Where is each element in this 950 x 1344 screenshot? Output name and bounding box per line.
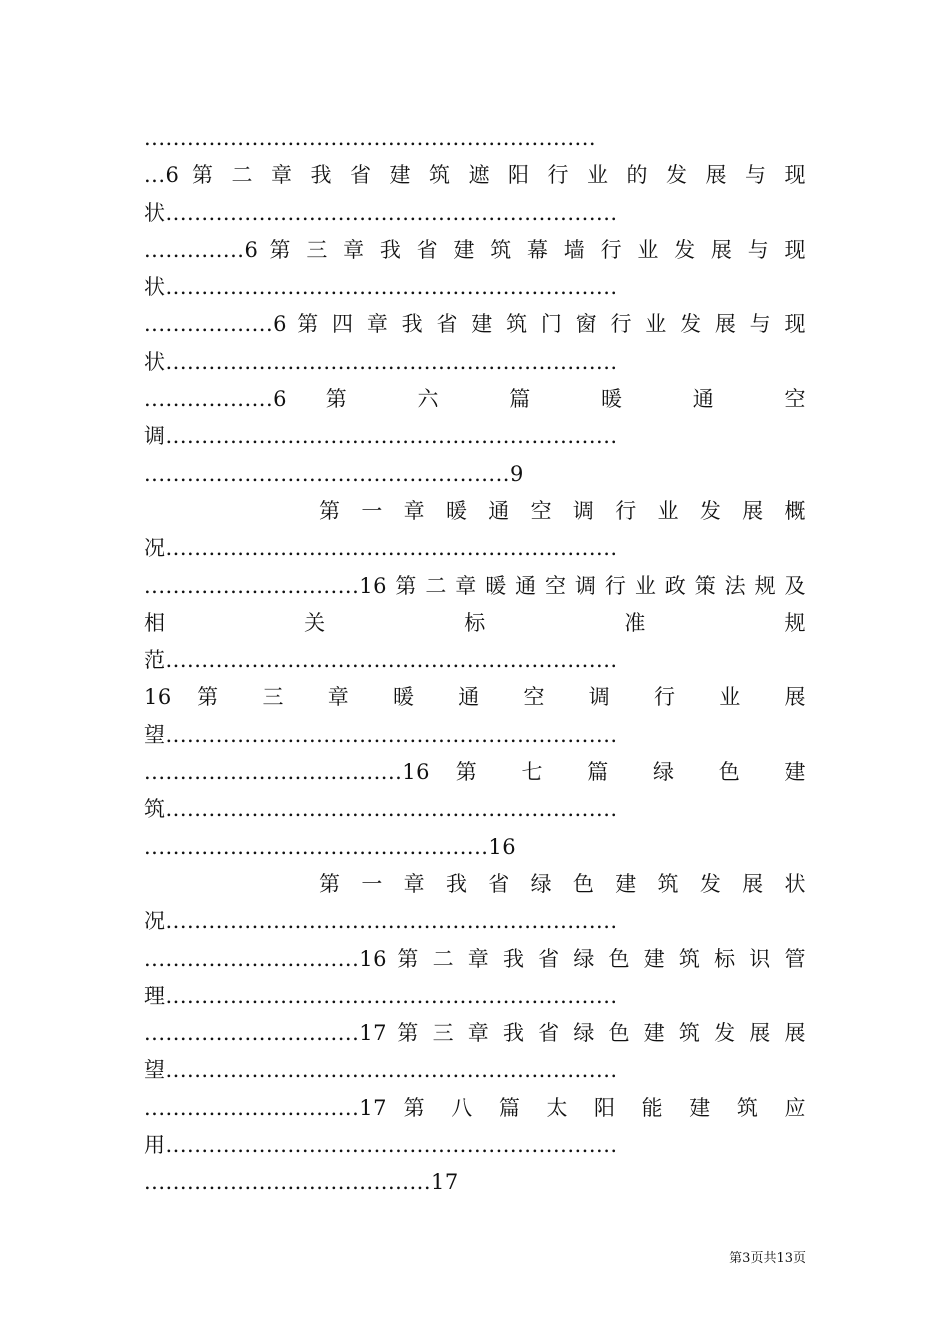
toc-line: ........................................17 (144, 1170, 459, 1195)
toc-line: 相 关 标 准 规 (144, 610, 806, 635)
toc-line: 理............................................................... (144, 983, 618, 1008)
toc-line: ...................................................9 (144, 461, 524, 486)
toc-line: 况............................................................... (144, 536, 618, 561)
toc-line: 状............................................................... (144, 200, 618, 225)
table-of-contents (144, 120, 806, 1202)
toc-line: 第 一 章 我 省 绿 色 建 筑 发 展 状 (319, 871, 806, 896)
toc-line: ..............................17 第 八 篇 太 阳 能 建 筑 应 (144, 1095, 806, 1120)
toc-line: ..................6 第 六 篇 暖 通 空 (144, 387, 806, 412)
toc-line: ..................6 第 四 章 我 省 建 筑 门 窗 行 业 发 展 与 现 (144, 312, 806, 337)
toc-line: 用............................................................... (144, 1133, 618, 1158)
toc-line: 范............................................................... (144, 648, 618, 673)
toc-line: ................................................16 (144, 834, 517, 859)
toc-line: 状............................................................... (144, 275, 618, 300)
toc-line: 望............................................................... (144, 722, 618, 747)
toc-line: ............................................................... (144, 126, 597, 150)
page-number-footer: 第3页共13页 (729, 1251, 806, 1266)
toc-line: ..............................17 第 三 章 我 省 绿 色 建 筑 发 展 展 (144, 1021, 806, 1046)
toc-line: ....................................16 第 七 篇 绿 色 建 (144, 760, 806, 785)
toc-line: 16 第 三 章 暖 通 空 调 行 业 展 (144, 685, 806, 710)
toc-line: ..............................16第二章暖通空调行业政策法规及 (144, 573, 806, 598)
toc-line: 调............................................................... (144, 424, 618, 449)
toc-line: 第 一 章 暖 通 空 调 行 业 发 展 概 (319, 498, 806, 523)
toc-line: ..............................16 第 二 章 我 省 绿 色 建 筑 标 识 管 (144, 946, 806, 971)
toc-line: 状............................................................... (144, 349, 618, 374)
toc-line: 望............................................................... (144, 1058, 618, 1083)
toc-line: ..............6 第 三 章 我 省 建 筑 幕 墙 行 业 发 展 与 现 (144, 237, 806, 262)
toc-line: 况............................................................... (144, 909, 618, 934)
toc-line: 筑............................................................... (144, 797, 618, 822)
toc-line: ...6 第 二 章 我 省 建 筑 遮 阳 行 业 的 发 展 与 现 (144, 163, 806, 188)
